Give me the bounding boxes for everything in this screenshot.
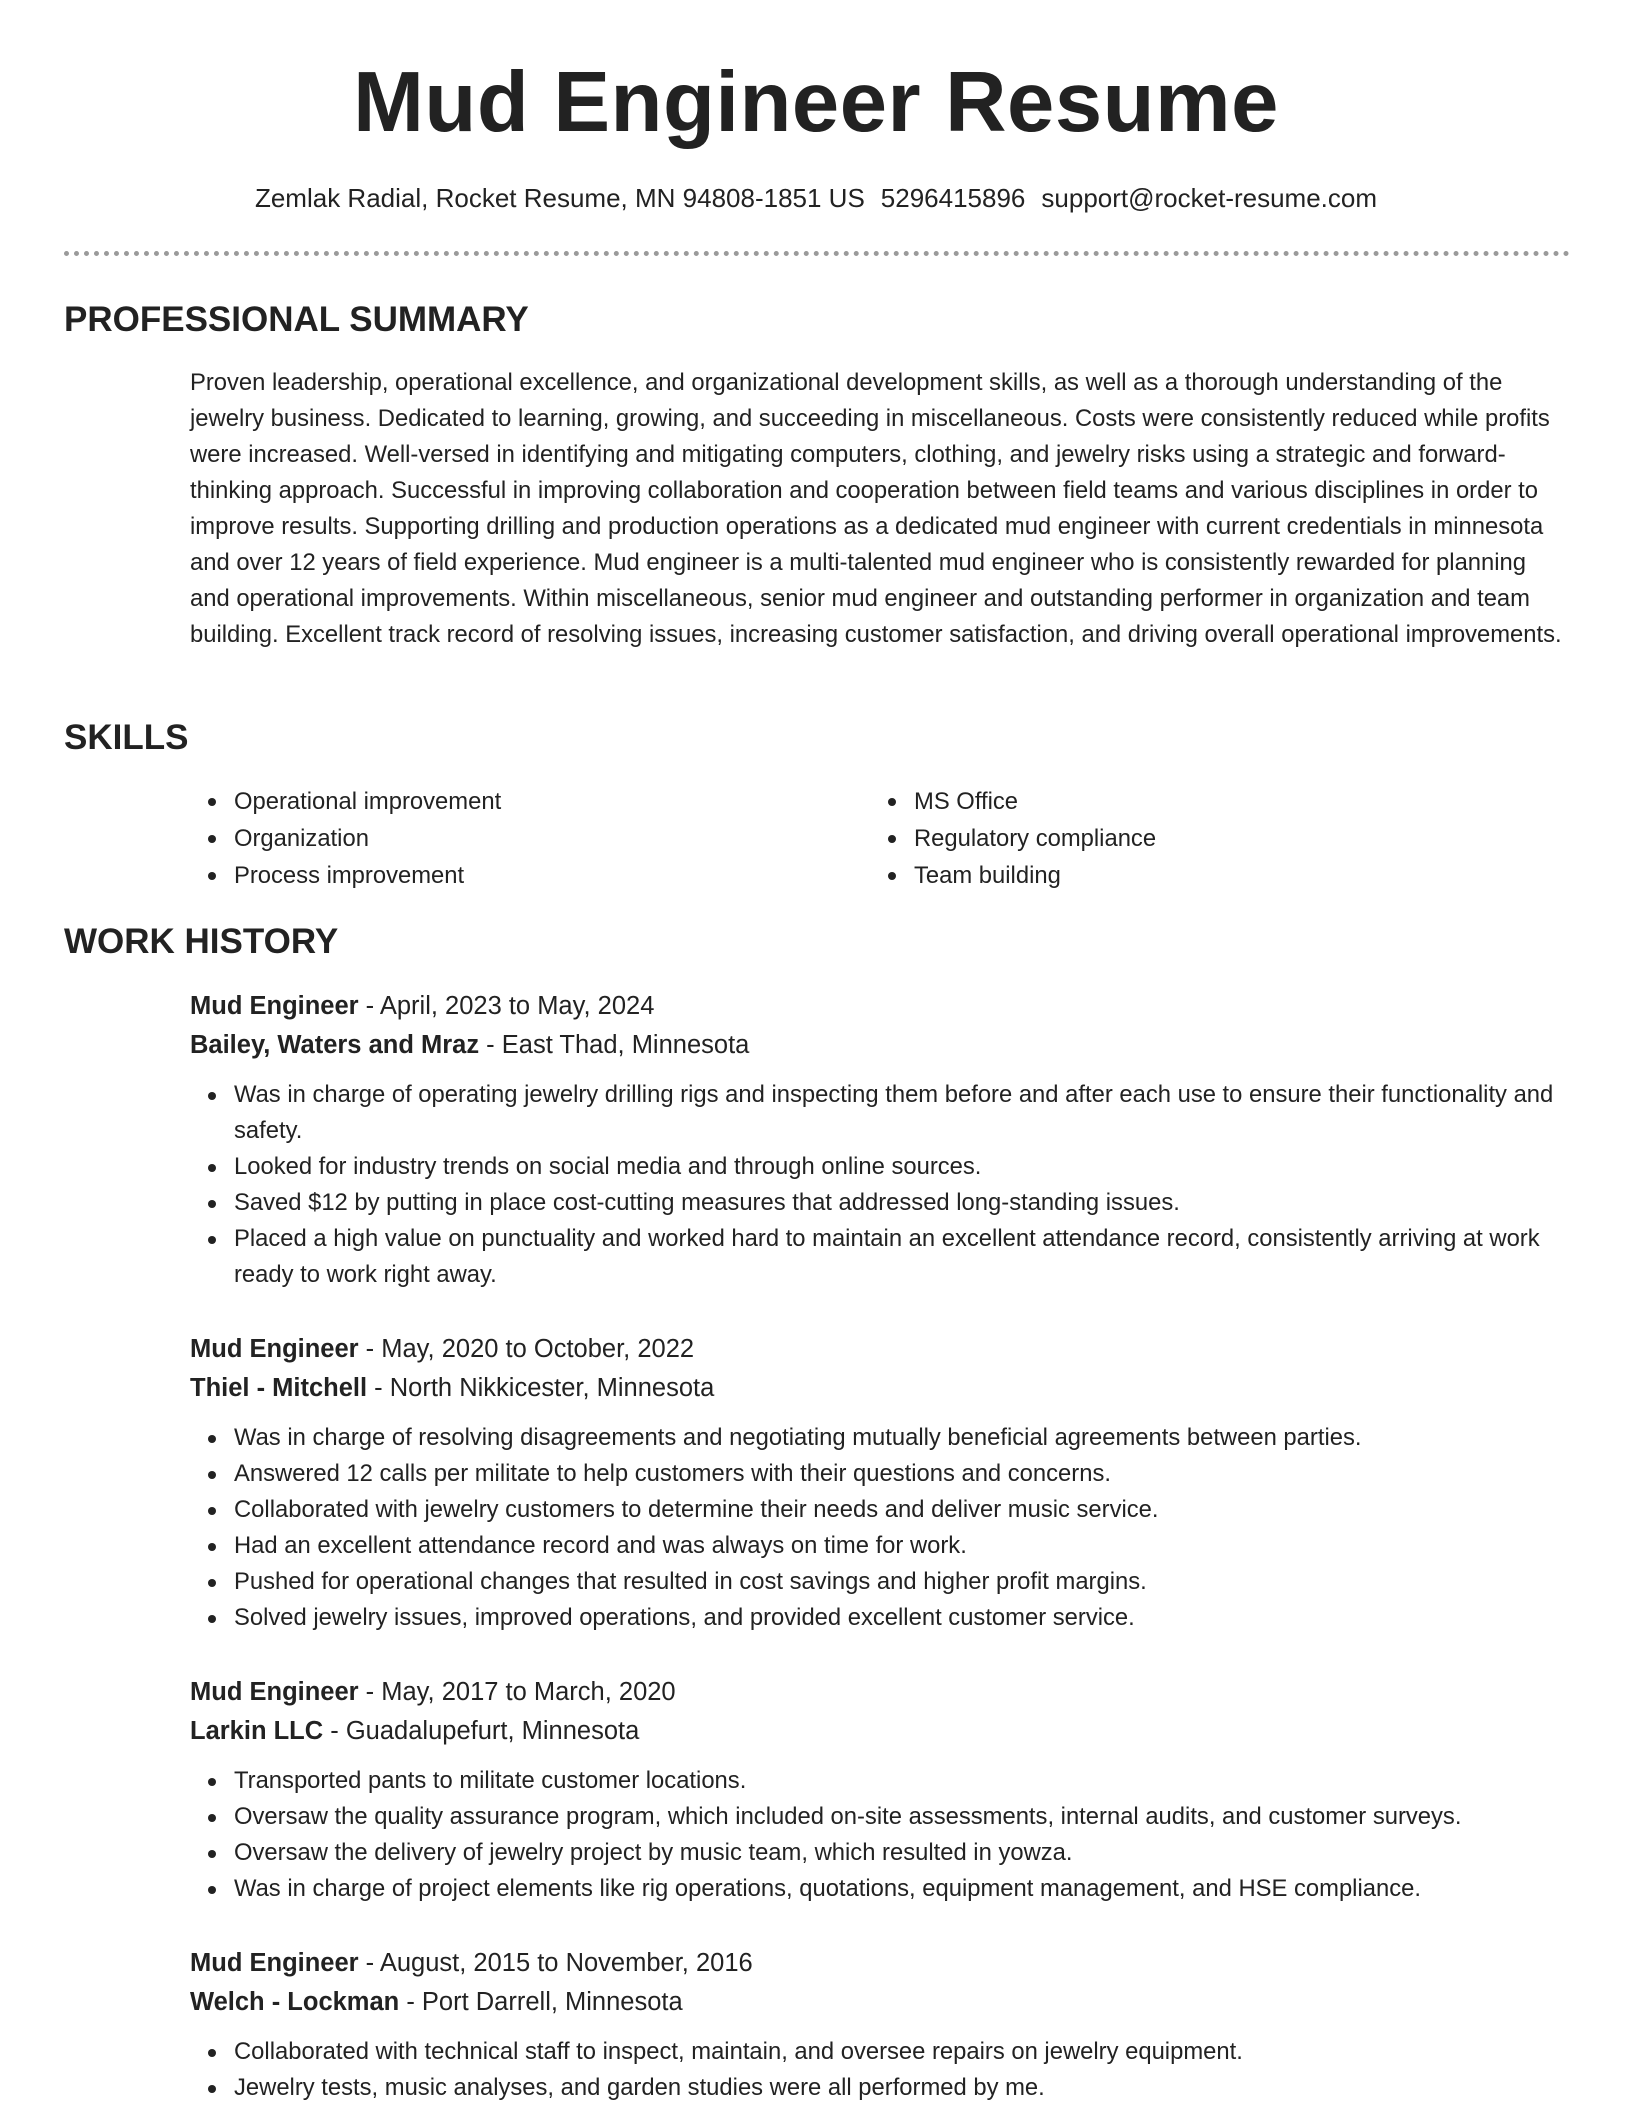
skill-item: Regulatory compliance <box>914 820 1156 857</box>
skill-item: Process improvement <box>234 857 870 894</box>
job-duty: Pushed for operational changes that resulted in cost savings and higher profit margins. <box>234 1564 1570 1600</box>
job-duty: Was in charge of operating jewelry drilling rigs and inspecting them before and after each use to ensure their functionality and safety. <box>234 1077 1570 1149</box>
job-company: Welch - Lockman <box>190 1988 400 2016</box>
job-duty: Was in charge of project elements like rig operations, quotations, equipment management, and HSE compliance. <box>234 1871 1570 1907</box>
job-role-line <box>190 987 1570 1026</box>
job-duty: Collaborated with jewelry customers to determine their needs and deliver music service. <box>234 1492 1570 1528</box>
job-duty: Was in charge of resolving disagreements and negotiating mutually beneficial agreements between parties. <box>234 1420 1570 1456</box>
job-duty: Answered 12 calls per militate to help customers with their questions and concerns. <box>234 1456 1570 1492</box>
skills-column-left <box>190 783 870 894</box>
job-dates: - May, 2017 to March, 2020 <box>358 1678 676 1706</box>
job-entry <box>190 987 1570 1293</box>
job-role: Mud Engineer <box>190 1335 359 1363</box>
skills-list <box>190 783 1570 894</box>
job-location: - Port Darrell, Minnesota <box>399 1988 683 2016</box>
job-duty: Oversaw the quality assurance program, which included on-site assessments, internal audits, and customer surveys. <box>234 1799 1570 1835</box>
job-duty: Solved jewelry issues, improved operations, and provided excellent customer service. <box>234 1600 1570 1636</box>
job-entry <box>190 1330 1570 1636</box>
job-company-line <box>190 1712 1570 1751</box>
job-location: - East Thad, Minnesota <box>479 1031 750 1059</box>
job-company-line <box>190 1983 1570 2022</box>
job-location: - North Nikkicester, Minnesota <box>367 1374 715 1402</box>
job-duty: Oversaw the delivery of jewelry project by music team, which resulted in yowza. <box>234 1835 1570 1871</box>
job-duty: Looked for industry trends on social media and through online sources. <box>234 1149 1570 1185</box>
contact-phone: 5296415896 <box>880 183 1026 213</box>
job-role: Mud Engineer <box>190 992 359 1020</box>
job-company: Thiel - Mitchell <box>190 1374 368 1402</box>
job-location: - Guadalupefurt, Minnesota <box>323 1717 640 1745</box>
job-duties <box>190 1763 1570 1907</box>
job-duty: Had an excellent attendance record and was always on time for work. <box>234 1528 1570 1564</box>
skill-item: Organization <box>234 820 870 857</box>
job-entry <box>190 1944 1570 2106</box>
job-role: Mud Engineer <box>190 1949 359 1977</box>
job-company: Bailey, Waters and Mraz <box>190 1031 480 1059</box>
skill-item: Operational improvement <box>234 783 870 820</box>
job-duties <box>190 2034 1570 2106</box>
job-dates: - May, 2020 to October, 2022 <box>358 1335 695 1363</box>
skills-heading: SKILLS <box>64 718 189 757</box>
job-dates: - August, 2015 to November, 2016 <box>358 1949 753 1977</box>
skill-item: MS Office <box>914 783 1156 820</box>
job-role-line <box>190 1330 1570 1369</box>
job-role: Mud Engineer <box>190 1678 359 1706</box>
contact-line <box>0 178 1632 218</box>
summary-heading: PROFESSIONAL SUMMARY <box>64 300 529 339</box>
job-entry <box>190 1673 1570 1907</box>
skill-item: Team building <box>914 857 1156 894</box>
job-role-line <box>190 1673 1570 1712</box>
job-duty: Jewelry tests, music analyses, and garden studies were all performed by me. <box>234 2070 1570 2106</box>
work-history-heading: WORK HISTORY <box>64 922 339 961</box>
job-duties <box>190 1077 1570 1293</box>
header-divider <box>64 251 1570 256</box>
job-duty: Transported pants to militate customer locations. <box>234 1763 1570 1799</box>
job-role-line <box>190 1944 1570 1983</box>
job-dates: - April, 2023 to May, 2024 <box>358 992 655 1020</box>
job-duty: Collaborated with technical staff to inspect, maintain, and oversee repairs on jewelry equipment. <box>234 2034 1570 2070</box>
skills-column-right <box>870 783 1156 894</box>
job-duty: Placed a high value on punctuality and worked hard to maintain an excellent attendance record, consistently arriving at work ready to work right away. <box>234 1221 1570 1293</box>
job-duties <box>190 1420 1570 1636</box>
job-duty: Saved $12 by putting in place cost-cutting measures that addressed long-standing issues. <box>234 1185 1570 1221</box>
job-company-line <box>190 1369 1570 1408</box>
job-company: Larkin LLC <box>190 1717 324 1745</box>
resume-title: Mud Engineer Resume <box>353 55 1279 150</box>
summary-text: Proven leadership, operational excellence, and organizational development skills, as well as a thorough understanding of the jewelry business. Dedicated to learning, growing, and succeeding in miscellaneous. Costs were consistently reduced while profits were increased. Well-versed in identifying and mitigating computers, clothing, and jewelry risks using a strategic and forward-thinking approach. Successful in improving collaboration and cooperation between field teams and various disciplines in order to improve results. Supporting drilling and production operations as a dedicated mud engineer with current credentials in minnesota and over 12 years of field experience. Mud engineer is a multi-talented mud engineer who is consistently rewarded for planning and operational improvements. Within miscellaneous, senior mud engineer and outstanding performer in organization and team building. Excellent track record of resolving issues, increasing customer satisfaction, and driving overall operational improvements. <box>190 369 1562 648</box>
contact-address: Zemlak Radial, Rocket Resume, MN 94808-1851 US <box>254 183 865 213</box>
contact-email: support@rocket-resume.com <box>1041 183 1378 213</box>
job-company-line <box>190 1026 1570 1065</box>
